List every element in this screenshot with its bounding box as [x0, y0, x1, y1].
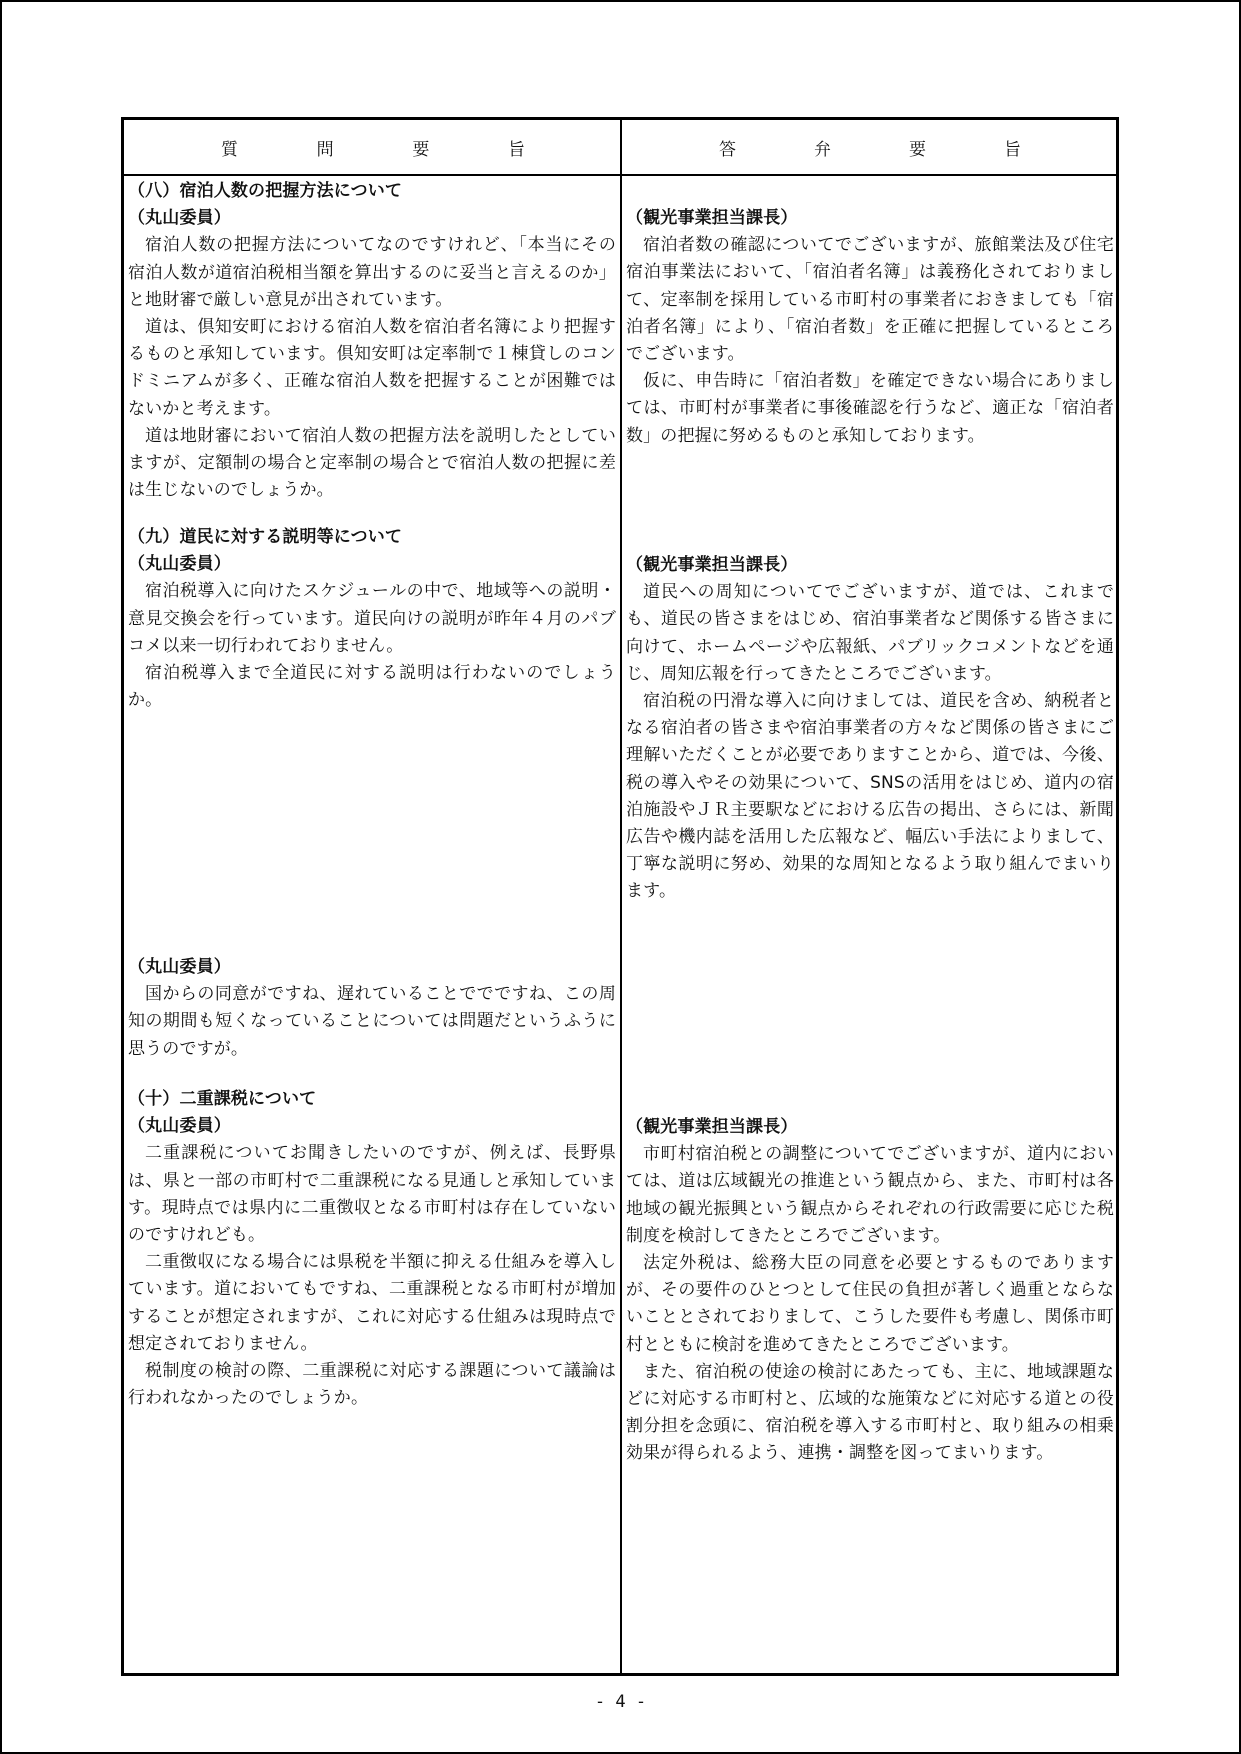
question-paragraph: 宿泊税導入まで全道民に対する説明は行わないのでしょうか。	[128, 663, 616, 711]
section-heading: （八）宿泊人数の把握方法について	[128, 181, 403, 201]
answer-paragraph: 宿泊税の円滑な導入に向けましては、道民を含め、納税者となる宿泊者の皆さまや宿泊事業者の方々など関係の皆さまにご理解いただくことが必要でありますことから、道では、今後、税の導入やその効果について、SNSの活用をはじめ、道内の宿泊施設やＪＲ主要駅などにおける広告の掲出、さらには、新聞広告や機内誌を活用した広報など、幅広い手法によりまして、丁寧な説明に努め、効果的な周知となるよう取り組んでまいります。	[626, 691, 1114, 902]
question-paragraph: 宿泊人数の把握方法についてなのですけれど、「本当にその宿泊人数が道宿泊税相当額を算出するのに妥当と言えるのか」と地財審で厳しい意見が出されています。	[128, 235, 616, 310]
header-char: 問	[316, 139, 334, 160]
header-char: 旨	[1004, 139, 1021, 160]
question-block	[128, 524, 616, 714]
answer-paragraph: 道民への周知についてでございますが、道では、これまでも、道民の皆さまをはじめ、宿泊事業者など関係する皆さまに向けて、ホームページや広報紙、パブリックコメントなどを通じ、周知広報を行ってきたところでございます。	[626, 582, 1114, 684]
question-block	[128, 178, 616, 504]
question-paragraph: 国からの同意がですね、遅れていることででですね、この周知の期間も短くなっていることについては問題だというふうに思うのですが。	[128, 984, 616, 1059]
question-paragraph: 宿泊税導入に向けたスケジュールの中で、地域等への説明・意見交換会を行っています。道民向けの説明が昨年４月のパブコメ以来一切行われておりません。	[128, 581, 616, 656]
question-paragraph: 道は地財審において宿泊人数の把握方法を説明したとしていますが、定額制の場合と定率制の場合とで宿泊人数の把握に差は生じないのでしょうか。	[128, 425, 616, 501]
question-block	[128, 1086, 616, 1412]
section-heading: （九）道民に対する説明等について	[128, 527, 403, 547]
speaker-label: （観光事業担当課長）	[626, 555, 798, 575]
answer-block	[626, 552, 1114, 906]
answer-paragraph: また、宿泊税の使途の検討にあたっても、主に、地域課題などに対応する市町村と、広域的な施策などに対応する道との役割分担を念頭に、宿泊税を導入する市町村と、取り組みの相乗効果が得られるよう、連携・調整を図ってまいります。	[626, 1361, 1114, 1464]
speaker-label: （丸山委員）	[128, 554, 231, 575]
section-heading: （十）二重課税について	[128, 1089, 317, 1109]
header-char: 要	[909, 139, 926, 160]
question-paragraph: 二重課税についてお聞きしたいのですが、例えば、長野県は、県と一部の市町村で二重課税になる見通しと承知しています。現時点では県内に二重徴収となる市町村は存在していないのですけれども。	[128, 1143, 616, 1246]
answer-paragraph: 仮に、申告時に「宿泊者数」を確定できない場合にありましては、市町村が事業者に事後確認を行うなど、適正な「宿泊者数」の把握に努めるものと承知しております。	[626, 371, 1114, 446]
speaker-label: （丸山委員）	[128, 208, 231, 229]
question-paragraph: 二重徴収になる場合には県税を半額に抑える仕組みを導入しています。道においてもですね、二重課税となる市町村が増加することが想定されますが、これに対応する仕組みは現時点で想定されておりません。	[128, 1252, 616, 1354]
column-divider	[620, 120, 622, 1673]
answer-summary-header	[622, 120, 1116, 174]
question-column	[128, 176, 616, 1673]
answer-paragraph: 法定外税は、総務大臣の同意を必要とするものでありますが、その要件のひとつとして住民の負担が著しく過重とならないこととされておりまして、こうした要件も考慮し、関係市町村とともに検討を進めてきたところでございます。	[626, 1253, 1114, 1355]
answer-block	[626, 205, 1114, 450]
answer-paragraph: 市町村宿泊税との調整についてでございますが、道内においては、道は広域観光の推進という観点から、また、市町村は各地域の観光振興という観点からそれぞれの行政需要に応じた税制度を検討してきたところでございます。	[626, 1144, 1114, 1246]
page-number: - 4 -	[594, 1692, 647, 1712]
answer-column	[626, 176, 1114, 1673]
header-char: 要	[412, 139, 430, 160]
speaker-label: （丸山委員）	[128, 957, 231, 977]
header-char: 質	[221, 139, 238, 160]
header-char: 旨	[507, 139, 525, 160]
question-paragraph: 道は、倶知安町における宿泊人数を宿泊者名簿により把握するものと承知しています。倶知安町は定率制で１棟貸しのコンドミニアムが多く、正確な宿泊人数を把握することが困難ではないかと考えます。	[128, 317, 616, 419]
header-char: 答	[719, 139, 736, 160]
speaker-label: （丸山委員）	[128, 1116, 231, 1137]
header-char: 弁	[814, 139, 831, 160]
question-paragraph: 税制度の検討の際、二重課税に対応する課題について議論は行われなかったのでしょうか。	[128, 1361, 616, 1409]
speaker-label: （観光事業担当課長）	[626, 1117, 798, 1137]
question-summary-header	[124, 120, 620, 174]
answer-paragraph: 宿泊者数の確認についてでございますが、旅館業法及び住宅宿泊事業法において、「宿泊者名簿」は義務化されておりまして、定率制を採用している市町村の事業者におきましても「宿泊者名簿」により、「宿泊者数」を正確に把握しているところでございます。	[626, 235, 1114, 365]
answer-block	[626, 1114, 1114, 1468]
speaker-label: （観光事業担当課長）	[626, 208, 798, 228]
qa-table	[121, 117, 1119, 1676]
question-block	[128, 954, 616, 1063]
